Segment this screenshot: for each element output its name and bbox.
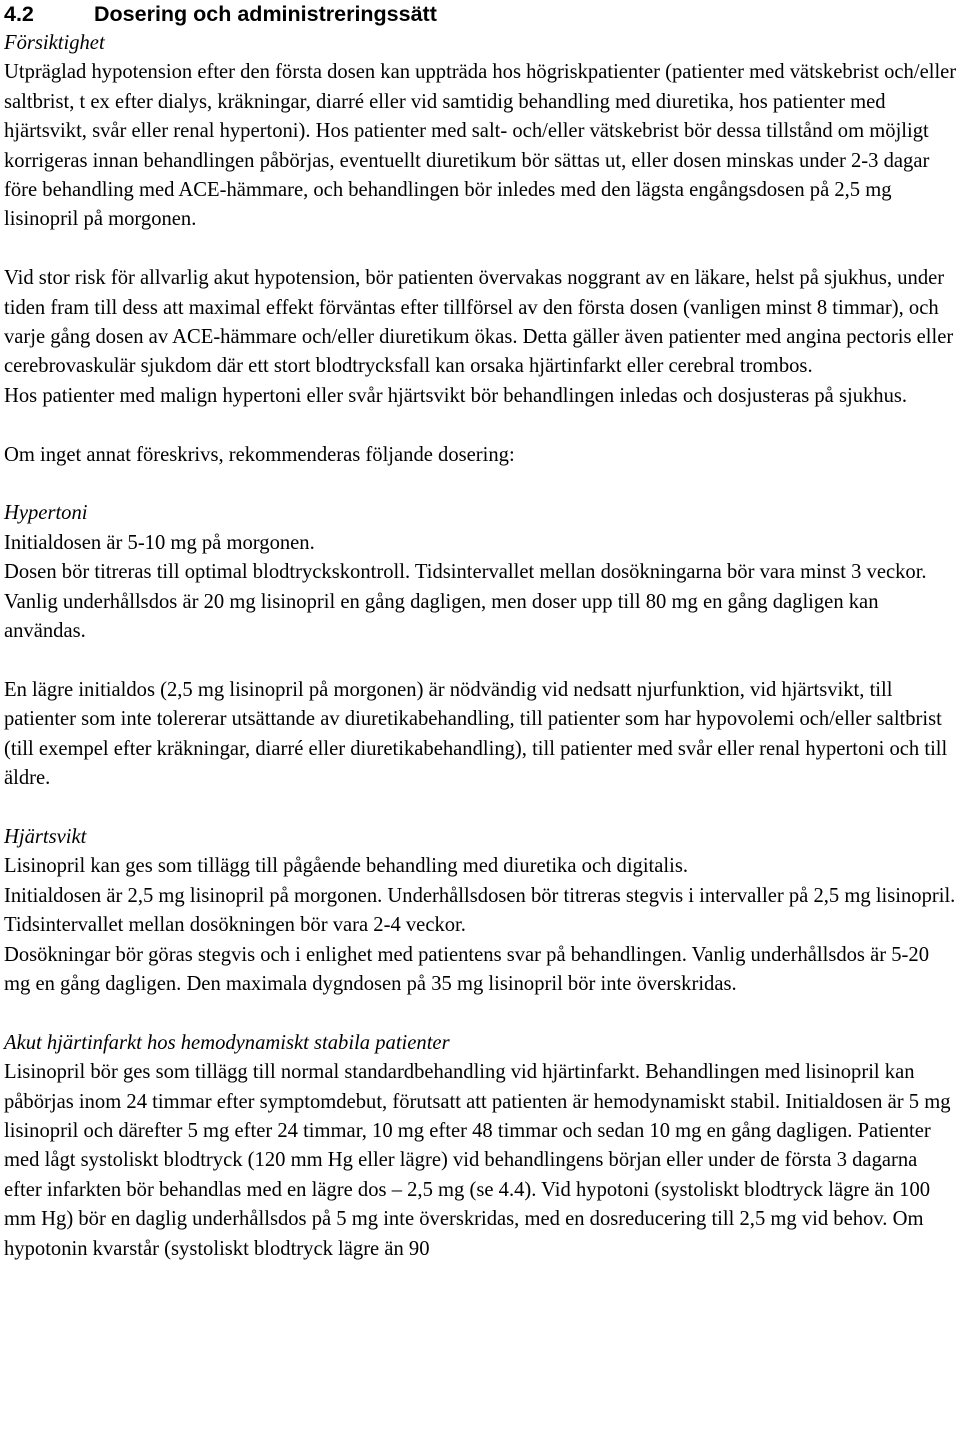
spacer	[4, 470, 960, 499]
dosing-intro: Om inget annat föreskrivs, rekommenderas följande dosering:	[4, 443, 515, 466]
precautions-heading: Försiktighet	[4, 32, 105, 54]
spacer	[4, 646, 960, 675]
heart-failure-paragraph-3: Dosökningar bör göras stegvis och i enlighet med patientens svar på behandlingen. Vanlig underhållsdos är 5-20 mg en gång dagligen. Den maximala dygndosen på 35 mg lisinopril bör inte överskridas.	[4, 943, 929, 995]
hypertension-paragraph-3: Vanlig underhållsdos är 20 mg lisinopril en gång dagligen, men doser upp till 80 mg en gång dagligen kan användas.	[4, 590, 879, 643]
spacer	[4, 411, 960, 440]
heart-failure-heading: Hjärtsvikt	[4, 825, 87, 848]
spacer	[4, 794, 960, 823]
spacer	[4, 235, 960, 264]
hypertension-heading: Hypertoni	[4, 502, 88, 525]
spacer	[4, 999, 960, 1028]
heart-failure-paragraph-1: Lisinopril kan ges som tillägg till pågående behandling med diuretika och digitalis.	[4, 855, 689, 878]
hypertension-paragraph-4: En lägre initialdos (2,5 mg lisinopril på morgonen) är nödvändig vid nedsatt njurfunktion, vid hjärtsvikt, till patienter som inte tolererar utsättande av diuretikabehandling, till patienter som har hypovolemi och/eller saltbrist (till exempel efter kräkningar, diarré eller diuretikabehandling), till patienter med svår eller renal hypertoni och till äldre.	[4, 678, 948, 790]
acute-mi-heading: Akut hjärtinfarkt hos hemodynamiskt stabila patienter	[4, 1031, 450, 1054]
precautions-paragraph-2: Vid stor risk för allvarlig akut hypotension, bör patienten övervakas noggrant av en läkare, helst på sjukhus, under tiden fram till dess att maximal effekt förväntas efter tillförsel av den första dosen (vanligen minst 8 timmar), och varje gång dosen av ACE-hämmare och/eller diuretikum ökas. Detta gäller även patienter med angina pectoris eller cerebrovaskulär sjukdom där ett stort blodtrycksfall kan orsaka hjärtinfarkt eller cerebral trombos.	[4, 267, 954, 378]
section-heading	[4, 0, 960, 29]
document-page	[4, 0, 960, 1264]
acute-mi-paragraph-1: Lisinopril bör ges som tillägg till normal standardbehandling vid hjärtinfarkt. Behandlingen med lisinopril kan påbörjas inom 24 timmar efter symptomdebut, förutsatt att patienten är hemodynamiskt stabil. Initialdosen är 5 mg lisinopril och därefter 5 mg efter 24 timmar, 10 mg efter 48 timmar och sedan 10 mg en gång dagligen. Patienter med lågt systoliskt blodtryck (120 mm Hg eller lägre) vid behandlingens början eller under de första 3 dagarna efter infarkten bör behandlas med en lägre dos – 2,5 mg (se 4.4). Vid hypotoni (systoliskt blodtryck lägre än 100 mm Hg) bör en daglig underhållsdos på 5 mg inte överskridas, med en dosreducering till 2,5 mg vid behov. Om hypotonin kvarstår (systoliskt blodtryck lägre än 90	[4, 1061, 951, 1260]
heart-failure-paragraph-2: Initialdosen är 2,5 mg lisinopril på morgonen. Underhållsdosen bör titreras stegvis i intervaller på 2,5 mg lisinopril. Tidsintervallet mellan dosökningen bör vara 2-4 veckor.	[4, 884, 956, 937]
hypertension-paragraph-2: Dosen bör titreras till optimal blodtryckskontroll. Tidsintervallet mellan dosökningarna bör vara minst 3 veckor.	[4, 561, 927, 584]
section-number: 4.2	[4, 2, 34, 26]
section-title: Dosering och administreringssätt	[94, 2, 437, 26]
hypertension-paragraph-1: Initialdosen är 5-10 mg på morgonen.	[4, 531, 315, 554]
precautions-paragraph-1: Utpräglad hypotension efter den första dosen kan uppträda hos högriskpatienter (patienter med vätskebrist och/eller saltbrist, t ex efter dialys, kräkningar, diarré eller vid samtidig behandling med diuretika, hos patienter med hjärtsvikt, svår eller renal hypertoni). Hos patienter med salt- och/eller vätskebrist bör dessa tillstånd om möjligt korrigeras innan behandlingen påbörjas, eventuellt diuretikum bör sättas ut, eller dosen minskas under 2-3 dagar före behandling med ACE-hämmare, och behandlingen bör inledes med den lägsta engångsdosen på 2,5 mg lisinopril på morgonen.	[4, 61, 957, 231]
precautions-paragraph-3: Hos patienter med malign hypertoni eller svår hjärtsvikt bör behandlingen inledas och dosjusteras på sjukhus.	[4, 384, 908, 407]
